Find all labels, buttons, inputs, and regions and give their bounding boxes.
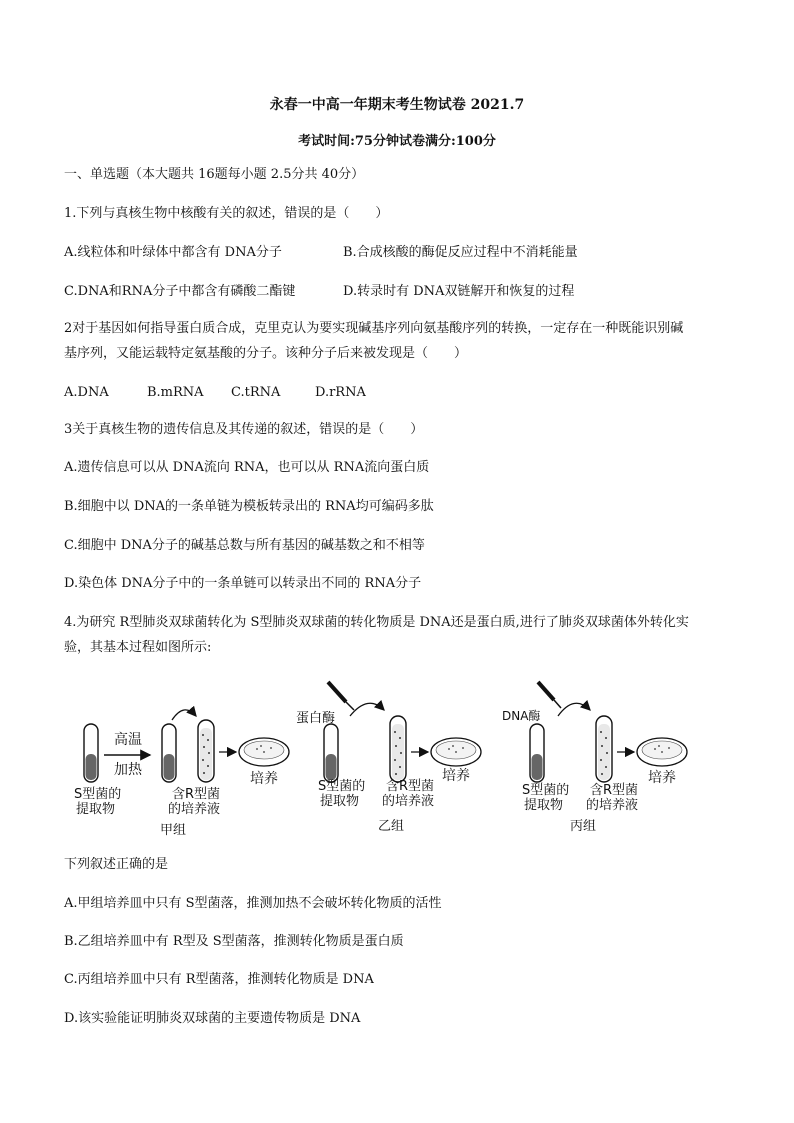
q4-option-b: B.乙组培养皿中有 R型及 S型菌落，推测转化物质是蛋白质 bbox=[64, 934, 404, 949]
label-group-c: 丙组 bbox=[570, 819, 597, 834]
label-culture: 培养 bbox=[648, 770, 676, 786]
q4-option-c: C.丙组培养皿中只有 R型菌落，推测转化物质是 DNA bbox=[64, 972, 374, 987]
label-r-medium: 的培养液 bbox=[168, 802, 221, 817]
label-group-a: 甲组 bbox=[160, 823, 187, 838]
q1-stem: 1.下列与真核生物中核酸有关的叙述，错误的是（ ） bbox=[64, 206, 389, 221]
q2-stem-line1: 2对于基因如何指导蛋白质合成，克里克认为要实现碱基序列向氨基酸序列的转换，一定存在一种既能识别碱 bbox=[64, 321, 684, 336]
test-tube-icon bbox=[390, 716, 406, 782]
arrow-icon bbox=[172, 710, 196, 720]
page-title: 永春一中高一年期末考生物试卷 2021.7 bbox=[269, 97, 525, 113]
label-protease: 蛋白酶 bbox=[296, 711, 336, 726]
q2-option-b: B.mRNA bbox=[147, 385, 204, 400]
label-r-medium: 的培养液 bbox=[382, 794, 435, 809]
petri-dish-icon bbox=[239, 738, 289, 766]
q2-option-c: C.tRNA bbox=[231, 385, 281, 400]
q3-option-a: A.遗传信息可以从 DNA流向 RNA，也可以从 RNA流向蛋白质 bbox=[64, 460, 430, 475]
label-heat: 加热 bbox=[114, 762, 142, 778]
petri-dish-icon bbox=[637, 738, 687, 766]
label-group-b: 乙组 bbox=[378, 819, 405, 834]
test-tube-icon bbox=[530, 724, 544, 782]
q3-option-d: D.染色体 DNA分子中的一条单链可以转录出不同的 RNA分子 bbox=[64, 576, 422, 591]
label-s-extract: 提取物 bbox=[320, 794, 360, 809]
experiment-figure bbox=[64, 680, 744, 840]
test-tube-icon bbox=[324, 724, 338, 782]
q2-option-a: A.DNA bbox=[64, 385, 109, 400]
label-r-medium: 含R型菌 bbox=[590, 783, 639, 798]
dropper-icon bbox=[538, 682, 561, 708]
q1-option-b: B.合成核酸的酶促反应过程中不消耗能量 bbox=[343, 245, 578, 260]
label-r-medium: 含R型菌 bbox=[386, 779, 435, 794]
q4-option-d: D.该实验能证明肺炎双球菌的主要遗传物质是 DNA bbox=[64, 1011, 361, 1026]
q2-option-d: D.rRNA bbox=[315, 385, 366, 400]
q3-stem: 3关于真核生物的遗传信息及其传递的叙述，错误的是（ ） bbox=[64, 422, 424, 437]
group-c-diagram bbox=[502, 682, 687, 834]
q4-stem-line1: 4.为研究 R型肺炎双球菌转化为 S型肺炎双球菌的转化物质是 DNA还是蛋白质,进行了肺炎双球菌体外转化实 bbox=[64, 615, 689, 630]
arrow-icon bbox=[350, 703, 384, 716]
q1-option-d: D.转录时有 DNA双链解开和恢复的过程 bbox=[343, 284, 575, 299]
label-high-temp: 高温 bbox=[114, 732, 142, 748]
test-tube-icon bbox=[84, 724, 98, 782]
label-r-medium: 含R型菌 bbox=[172, 787, 221, 802]
arrow-icon bbox=[558, 703, 590, 716]
q4-option-a: A.甲组培养皿中只有 S型菌落，推测加热不会破坏转化物质的活性 bbox=[64, 896, 442, 911]
exam-info: 考试时间:75分钟试卷满分:100分 bbox=[298, 134, 496, 149]
test-tube-icon bbox=[198, 720, 214, 782]
label-r-medium: 的培养液 bbox=[586, 798, 639, 813]
q4-stem-line2: 验，其基本过程如图所示: bbox=[64, 640, 212, 655]
q4-lead: 下列叙述正确的是 bbox=[64, 857, 169, 872]
section-heading: 一、单选题（本大题共 16题每小题 2.5分共 40分） bbox=[64, 167, 365, 182]
label-s-extract: 提取物 bbox=[76, 802, 116, 817]
petri-dish-icon bbox=[431, 738, 481, 766]
test-tube-icon bbox=[162, 724, 176, 782]
label-culture: 培养 bbox=[442, 768, 470, 784]
label-culture: 培养 bbox=[250, 771, 278, 787]
label-s-extract: S型菌的 bbox=[318, 779, 366, 794]
test-tube-icon bbox=[596, 716, 612, 782]
label-s-extract: 提取物 bbox=[524, 798, 564, 813]
dropper-icon bbox=[328, 682, 354, 710]
label-s-extract: S型菌的 bbox=[74, 787, 122, 802]
q3-option-c: C.细胞中 DNA分子的碱基总数与所有基因的碱基数之和不相等 bbox=[64, 538, 425, 553]
q1-option-c: C.DNA和RNA分子中都含有磷酸二酯键 bbox=[64, 284, 296, 299]
group-b-diagram bbox=[296, 682, 481, 834]
q3-option-b: B.细胞中以 DNA的一条单链为模板转录出的 RNA均可编码多肽 bbox=[64, 499, 434, 514]
label-dnase: DNA酶 bbox=[502, 709, 541, 723]
q2-stem-line2: 基序列，又能运载特定氨基酸的分子。该种分子后来被发现是（ ） bbox=[64, 346, 468, 361]
label-s-extract: S型菌的 bbox=[522, 783, 570, 798]
q1-option-a: A.线粒体和叶绿体中都含有 DNA分子 bbox=[64, 245, 282, 260]
group-a-diagram bbox=[74, 710, 289, 838]
